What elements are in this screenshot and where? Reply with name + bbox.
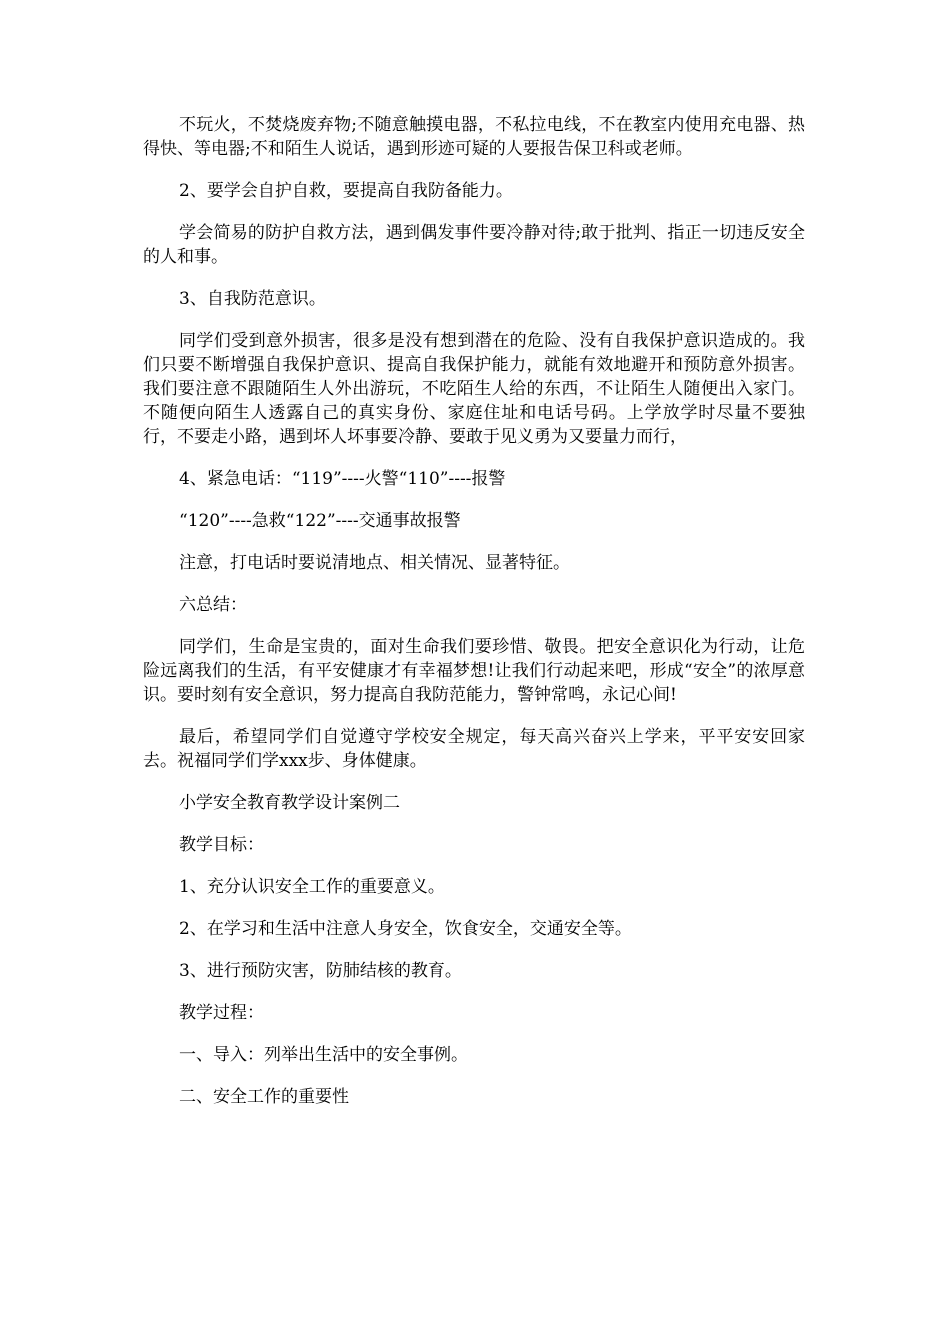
document-body [143, 113, 805, 1127]
paragraph-fire-safety: 不玩火，不焚烧废弃物;不随意触摸电器，不私拉电线，不在教室内使用充电器、热得快、等电器;不和陌生人说话，遇到形迹可疑的人要报告保卫科或老师。 [143, 115, 805, 159]
emergency-numbers-line-1: 4、紧急电话：“119”----火警“110”----报警 [179, 469, 506, 489]
paragraph-closing: 最后，希望同学们自觉遵守学校安全规定，每天高兴奋兴上学来，平平安安回家去。祝福同学们学xxx步、身体健康。 [143, 727, 805, 771]
emergency-numbers-line-2: “120”----急救“122”----交通事故报警 [179, 511, 461, 531]
paragraph-self-protection: 同学们受到意外损害，很多是没有想到潜在的危险、没有自我保护意识造成的。我们只要不断增强自我保护意识、提高自我保护能力，就能有效地避开和预防意外损害。我们要注意不跟随陌生人外出游玩，不吃陌生人给的东西，不让陌生人随便出入家门。不随便向陌生人透露自己的真实身份、家庭住址和电话号码。上学放学时尽量不要独行，不要走小路，遇到坏人坏事要冷静、要敢于见义勇为又要量力而行， [143, 331, 805, 447]
heading-teaching-goals: 教学目标： [179, 835, 264, 855]
goal-item-1: 1、充分认识安全工作的重要意义。 [179, 877, 445, 897]
paragraph-self-rescue: 学会简易的防护自救方法，遇到偶发事件要冷静对待;敢于批判、指正一切违反安全的人和事。 [143, 223, 805, 267]
heading-summary: 六总结： [179, 595, 247, 615]
process-step-1: 一、导入：列举出生活中的安全事例。 [179, 1045, 468, 1065]
goal-item-3: 3、进行预防灾害，防肺结核的教育。 [179, 961, 462, 981]
goal-item-2: 2、在学习和生活中注意人身安全，饮食安全，交通安全等。 [179, 919, 632, 939]
process-step-2: 二、安全工作的重要性 [179, 1087, 349, 1107]
heading-case-two: 小学安全教育教学设计案例二 [179, 793, 400, 813]
heading-teaching-process: 教学过程： [179, 1003, 264, 1023]
paragraph-phone-notice: 注意，打电话时要说清地点、相关情况、显著特征。 [179, 553, 570, 573]
paragraph-summary: 同学们，生命是宝贵的，面对生命我们要珍惜、敬畏。把安全意识化为行动，让危险远离我们的生活，有平安健康才有幸福梦想!让我们行动起来吧，形成“安全”的浓厚意识。要时刻有安全意识，努力提高自我防范能力，警钟常鸣，永记心间! [143, 637, 805, 705]
heading-self-rescue: 2、要学会自护自救，要提高自我防备能力。 [179, 181, 513, 201]
heading-self-protection: 3、自我防范意识。 [179, 289, 326, 309]
